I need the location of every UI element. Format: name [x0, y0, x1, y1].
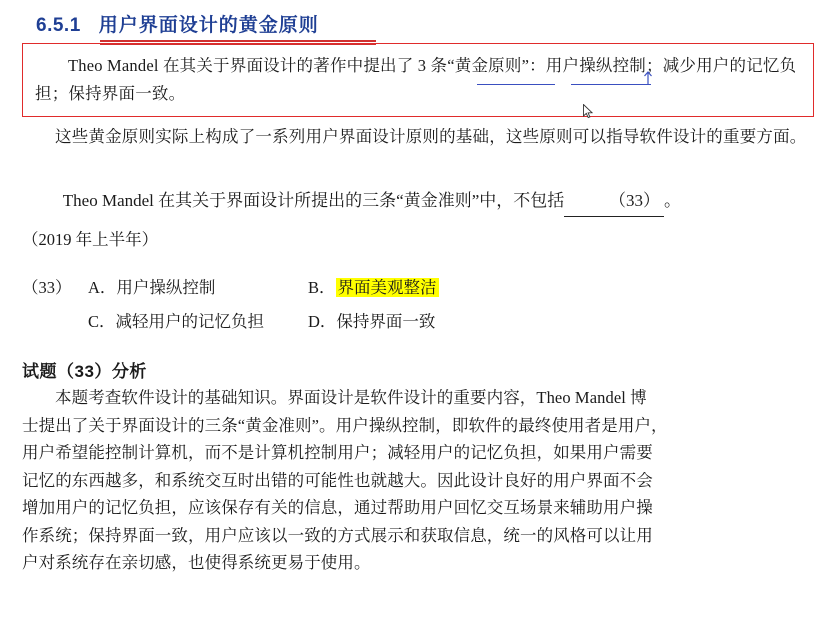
- blue-underline-annotation-2: [571, 84, 651, 85]
- blue-underline-annotation-1: [477, 84, 555, 85]
- analysis-title: 试题（33）分析: [22, 362, 147, 381]
- analysis-line: 作系统；保持界面一致，用户应该以一致的方式展示和获取信息，统一的风格可以让用: [22, 525, 653, 545]
- option-d[interactable]: [308, 305, 435, 339]
- option-c[interactable]: [88, 305, 308, 339]
- blue-arrow-icon: [643, 71, 653, 85]
- analysis-line: 士提出了关于界面设计的三条“黄金准则”。用户操纵控制，即软件的最终使用者是用户，: [22, 415, 668, 435]
- analysis-line: 用户希望能控制计算机，而不是计算机控制用户；减轻用户的记忆负担，如果用户需要: [22, 443, 653, 462]
- question-stem: [22, 186, 814, 217]
- option-d-text: 保持界面一致: [336, 312, 436, 331]
- option-c-key: C．: [88, 312, 116, 331]
- analysis-line: 本题考查软件设计的基础知识。界面设计是软件设计的重要内容，Theo Mandel 博: [55, 388, 647, 407]
- follow-paragraph: 这些黄金原则实际上构成了一系列用户界面设计原则的基础，这些原则可以指导软件设计的重要方面。: [55, 127, 807, 146]
- analysis-line: 增加用户的记忆负担，应该保存有关的信息，通过帮助用户回忆交互场景来辅助用户操: [22, 498, 653, 517]
- highlighted-paragraph-box: [22, 43, 814, 117]
- question-stem-after: 。: [664, 191, 682, 210]
- heading-underline-annotation: [100, 40, 376, 42]
- section-number: 6.5.1: [36, 15, 81, 36]
- question-year: （2019 年上半年）: [22, 230, 159, 249]
- analysis-line: 记忆的东西越多，和系统交互时出错的可能性也就越大。因此设计良好的用户界面不会: [22, 470, 653, 490]
- option-a[interactable]: [88, 271, 308, 305]
- analysis-body: [22, 384, 814, 577]
- question-block: [22, 186, 814, 255]
- question-blank: （33）: [564, 186, 664, 217]
- option-d-key: D．: [308, 312, 337, 331]
- analysis-line: 户对系统存在亲切感，也使得系统更易于使用。: [22, 553, 371, 572]
- options-row-1: [22, 271, 814, 305]
- option-c-text: 减轻用户的记忆负担: [115, 312, 265, 331]
- section-title: 用户界面设计的黄金原则: [98, 15, 319, 36]
- option-b-text: 界面美观整洁: [337, 278, 437, 297]
- option-a-text: 用户操纵控制: [116, 278, 216, 297]
- option-b[interactable]: [308, 271, 439, 305]
- boxed-paragraph-text: Theo Mandel 在其关于界面设计的著作中提出了 3 条“黄金原则”：用户操纵控制；减少用户的记忆负担；保持界面一致。: [35, 56, 797, 103]
- option-a-key: A．: [88, 278, 117, 297]
- page-title: [22, 10, 814, 37]
- question-stem-before: Theo Mandel 在其关于界面设计所提出的三条“黄金准则”中，不包括: [62, 191, 565, 210]
- options-row-2: [22, 305, 814, 339]
- options-list: [22, 271, 814, 339]
- option-b-key: B．: [308, 278, 336, 297]
- question-number-label: （33）: [22, 278, 72, 297]
- mouse-cursor-icon: [583, 104, 593, 119]
